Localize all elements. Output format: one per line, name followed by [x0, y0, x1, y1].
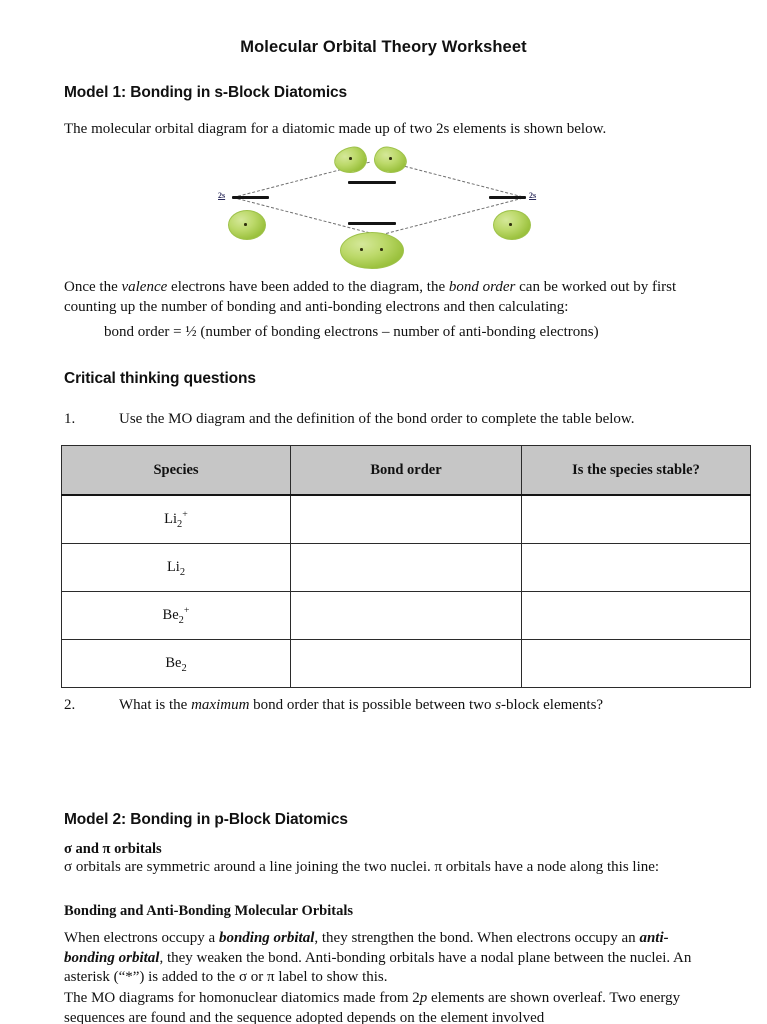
- para2-part-2: , they strengthen the bond. When electrons occupy an: [314, 930, 640, 946]
- species-base: Be: [162, 607, 179, 623]
- species-charge: +: [182, 509, 188, 521]
- table-row: [62, 544, 751, 592]
- page-title: Molecular Orbital Theory Worksheet: [240, 38, 527, 56]
- sigma-pi-body: σ orbitals are symmetric around a line joining the two nuclei. π orbitals have a node along this line:: [64, 859, 660, 875]
- correlation-line-right-upper: [386, 161, 523, 197]
- species-subscript: 2: [178, 614, 184, 626]
- cell-is-stable[interactable]: [522, 592, 751, 640]
- cell-bond-order[interactable]: [291, 495, 522, 544]
- table-row: [62, 640, 751, 688]
- antibonding-nucleus-dot-left: [349, 157, 352, 160]
- left-atomic-nucleus-dot: [244, 223, 247, 226]
- bonding-nucleus-dot-right: [380, 248, 383, 251]
- cell-is-stable[interactable]: [522, 640, 751, 688]
- cell-species: [62, 495, 291, 544]
- header-species: Species: [62, 446, 291, 496]
- question-2: [64, 696, 724, 716]
- right-atomic-orbital-lobe: [493, 210, 531, 240]
- bond-order-para-part-1: Once the: [64, 279, 122, 295]
- bond-order-para-part-3: can be worked out by first counting up the number of bonding and anti-bonding electrons and then calculating:: [64, 279, 677, 315]
- question-2-text-part-1: What is the: [119, 697, 192, 713]
- model-1-intro-text: The molecular orbital diagram for a diatomic made up of two 2s elements is shown below.: [64, 121, 607, 137]
- bonding-mo-lobe: [340, 232, 404, 269]
- right-ao-label: 2s: [529, 191, 537, 200]
- cell-bond-order[interactable]: [291, 544, 522, 592]
- header-bond-order: Bond order: [291, 446, 522, 496]
- cell-species: [62, 544, 291, 592]
- table-row: [62, 495, 751, 544]
- question-2-text-part-3: -block elements?: [501, 697, 604, 713]
- left-atomic-level: [232, 196, 269, 199]
- bond-order-para-part-2: electrons have been added to the diagram, the: [167, 279, 449, 295]
- anti-bonding-orbital-emphasis: anti-bonding orbital: [64, 930, 669, 966]
- species-base: Li: [164, 511, 178, 527]
- model-1-heading: Model 1: Bonding in s-Block Diatomics: [64, 84, 348, 101]
- para2-part-3: , they weaken the bond. Anti-bonding orbitals have a nodal plane between the nuclei. An asterisk (“*”) is added to the σ or π label to show this.: [64, 949, 692, 985]
- bonding-mo-level: [348, 222, 396, 225]
- species-subscript: 2: [177, 518, 183, 530]
- right-atomic-level: [489, 196, 526, 199]
- header-is-stable: Is the species stable?: [522, 446, 751, 496]
- species-subscript: 2: [179, 566, 186, 578]
- species-bond-order-table: [61, 445, 751, 688]
- cell-is-stable[interactable]: [522, 495, 751, 544]
- para3-part-1: The MO diagrams for homonuclear diatomics made from 2: [64, 990, 420, 1006]
- question-2-text-part-2: bond order that is possible between two: [249, 697, 496, 713]
- antibonding-lobe-right: [372, 145, 408, 175]
- para2-part-1: When electrons occupy a: [64, 930, 219, 946]
- species-subscript: 2: [181, 662, 187, 674]
- table-header-row: [62, 446, 751, 496]
- question-1-text: Use the MO diagram and the definition of the bond order to complete the table below.: [119, 411, 635, 427]
- table-row: [62, 592, 751, 640]
- question-1-number: 1.: [64, 411, 76, 427]
- valence-emphasis: valence: [121, 279, 168, 295]
- cell-bond-order[interactable]: [291, 592, 522, 640]
- s-block-emphasis: s: [495, 697, 502, 713]
- cell-species: [62, 592, 291, 640]
- left-ao-label: 2s: [218, 191, 226, 200]
- sigma-pi-subheading: σ and π orbitals: [64, 841, 162, 857]
- bonding-nucleus-dot-left: [360, 248, 363, 251]
- species-base: Li: [166, 559, 180, 575]
- mo-diagrams-overleaf-paragraph: [64, 989, 719, 1024]
- para3-part-2: elements are shown overleaf. Two energy sequences are found and the sequence adopted depends on the element involved: [64, 990, 681, 1024]
- bonding-antibonding-subheading: Bonding and Anti-Bonding Molecular Orbitals: [64, 903, 353, 919]
- species-base: Be: [165, 655, 182, 671]
- maximum-emphasis: maximum: [191, 697, 250, 713]
- cell-is-stable[interactable]: [522, 544, 751, 592]
- right-atomic-nucleus-dot: [509, 223, 512, 226]
- bond-order-emphasis: bond order: [448, 279, 516, 295]
- model-2-heading: Model 2: Bonding in p-Block Diatomics: [64, 811, 348, 828]
- question-1: [64, 410, 724, 430]
- bonding-orbital-emphasis: bonding orbital: [218, 930, 315, 946]
- cell-bond-order[interactable]: [291, 640, 522, 688]
- mo-diagram-s-block: [180, 140, 580, 270]
- left-atomic-orbital-lobe: [228, 210, 266, 240]
- p-element-emphasis: p: [419, 990, 428, 1006]
- bond-order-equation: bond order = ½ (number of bonding electrons – number of anti-bonding electrons): [104, 324, 599, 340]
- critical-thinking-heading: Critical thinking questions: [64, 370, 256, 387]
- question-2-number: 2.: [64, 697, 76, 713]
- bonding-antibonding-paragraph: [64, 929, 719, 988]
- antibonding-nucleus-dot-right: [389, 157, 392, 160]
- species-charge: +: [183, 605, 190, 617]
- antibonding-mo-level: [348, 181, 396, 184]
- cell-species: [62, 640, 291, 688]
- bond-order-paragraph: [64, 278, 719, 317]
